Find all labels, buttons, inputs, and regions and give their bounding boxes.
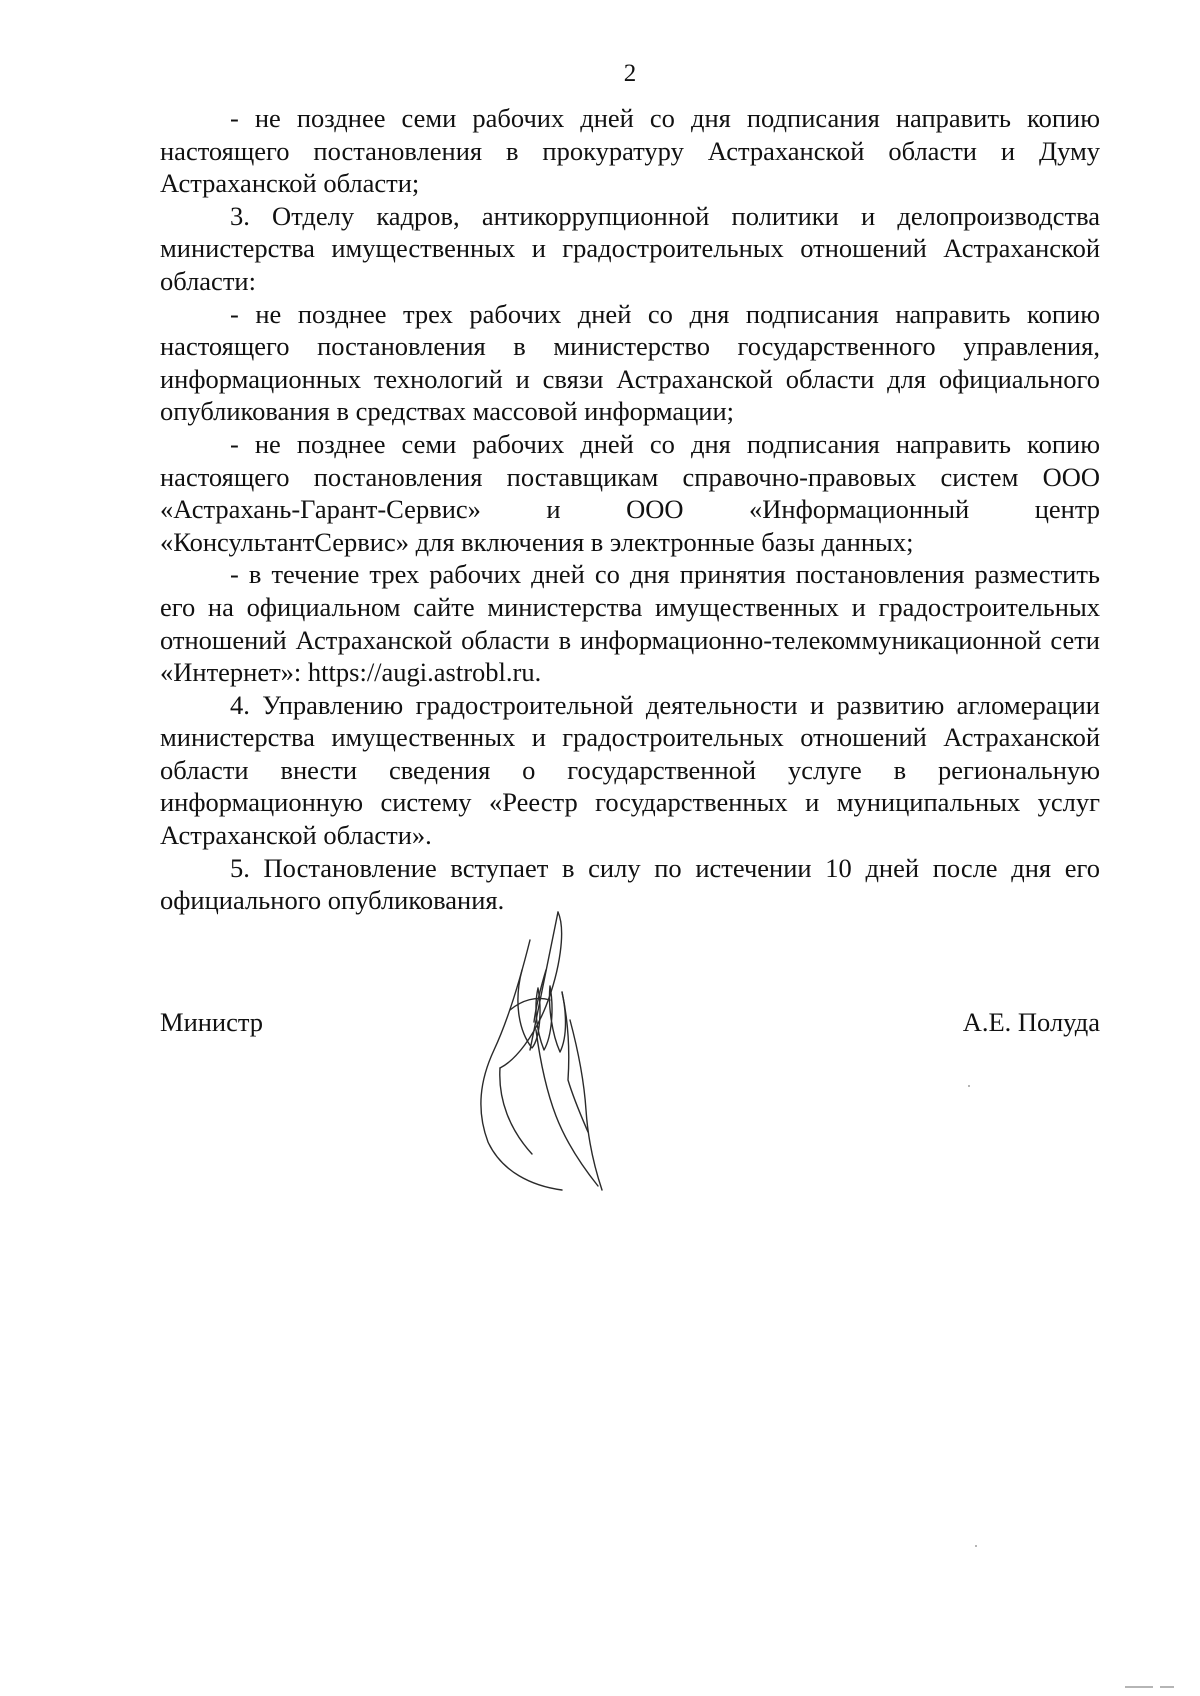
document-body [160, 102, 1100, 917]
scan-speck [968, 1085, 970, 1087]
paragraph-copy-to-legal-systems: - не позднее семи рабочих дней со дня подписания направить копию настоящего постановления поставщикам справочно-правовых систем ООО «Астрахань-Гарант-Сервис» и ООО «Информационный центр «КонсультантСервис» для включения в электронные базы данных; [160, 428, 1100, 557]
scan-speck [1160, 1686, 1174, 1688]
paragraph-item-5: 5. Постановление вступает в силу по истечении 10 дней после дня его официального опубликования. [160, 852, 1100, 916]
scan-speck [1125, 1686, 1153, 1688]
handwritten-signature [470, 910, 630, 1200]
paragraph-copy-to-ministry: - не позднее трех рабочих дней со дня подписания направить копию настоящего постановления в министерство государственного управления, информационных технологий и связи Астраханской области для официального опубликования в средствах массовой информации; [160, 298, 1100, 427]
paragraph-item-3: 3. Отделу кадров, антикоррупционной политики и делопроизводства министерства имущественных и градостроительных отношений Астраханской области: [160, 200, 1100, 296]
position-title: Министр [160, 1007, 264, 1037]
signer-name: А.Е. Полуда [962, 1007, 1100, 1037]
page-number: 2 [623, 60, 637, 87]
paragraph-publish-on-website: - в течение трех рабочих дней со дня принятия постановления разместить его на официальном сайте министерства имущественных и градостроительных отношений Астраханской области в информационно-телекоммуникационной сети «Интернет»: https://augi.astrobl.ru. [160, 559, 1100, 688]
paragraph-item-4: 4. Управлению градостроительной деятельности и развитию агломерации министерства имущественных и градостроительных отношений Астраханской области внести сведения о государственной услуге в региональную информационную систему «Реестр государственных и муниципальных услуг Астраханской области». [160, 689, 1100, 851]
scan-speck [975, 1545, 977, 1547]
paragraph-copy-to-prosecutor: - не позднее семи рабочих дней со дня подписания направить копию настоящего постановления в прокуратуру Астраханской области и Думу Астраханской области; [160, 103, 1100, 199]
